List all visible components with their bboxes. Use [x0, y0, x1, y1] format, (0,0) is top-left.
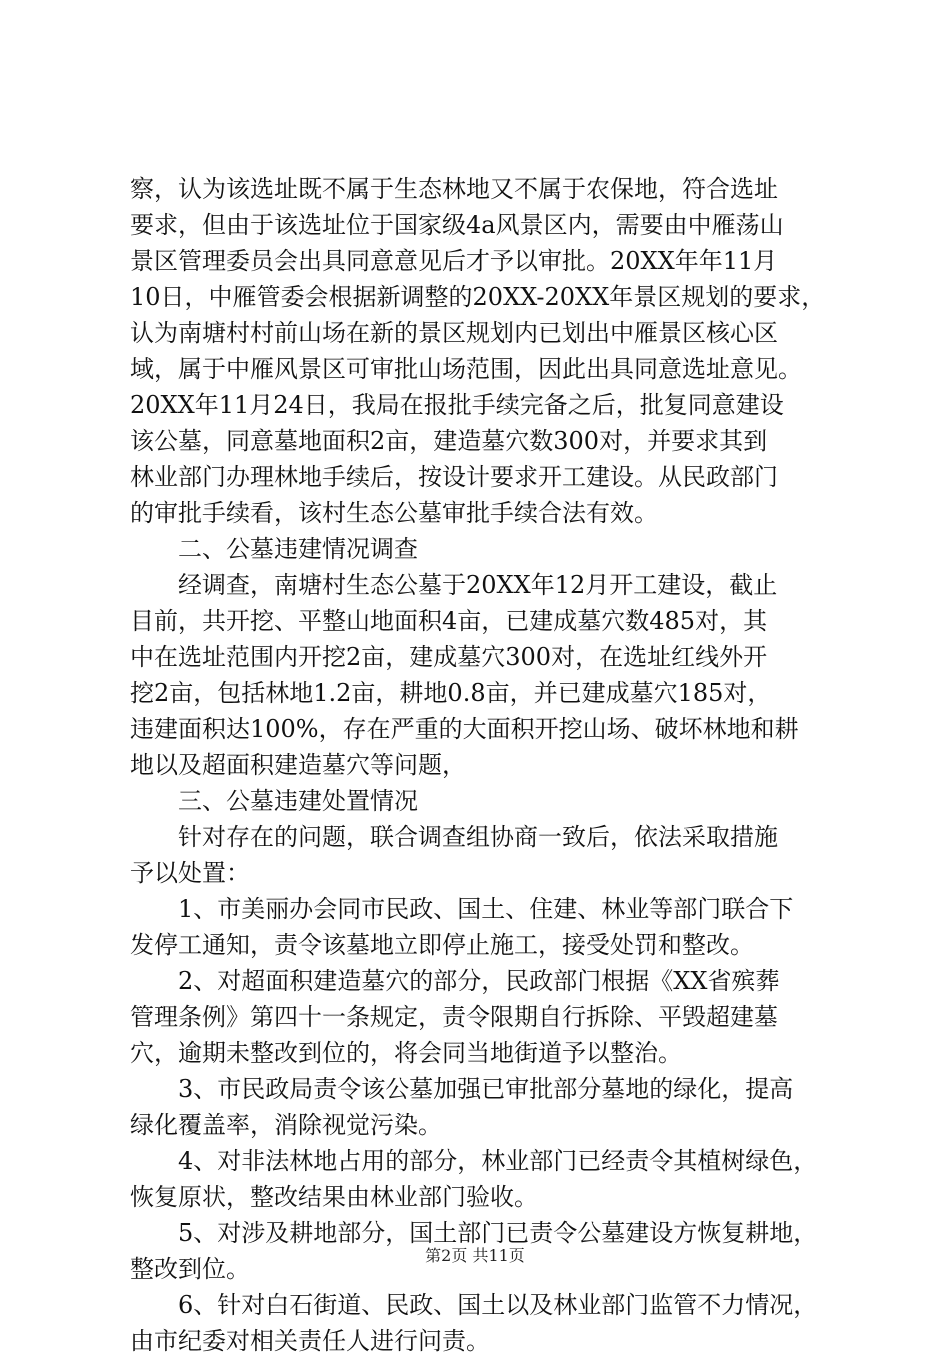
- body-line: 景区管理委员会出具同意意见后才予以审批。20XX年年11月: [130, 247, 778, 275]
- body-line: 目前，共开挖、平整山地面积4亩，已建成墓穴数485对，其: [130, 607, 768, 635]
- body-line: 该公墓，同意墓地面积2亩，建造墓穴数300对，并要求其到: [130, 427, 768, 455]
- body-line: 经调查，南塘村生态公墓于20XX年12月开工建设，截止: [178, 571, 778, 599]
- body-line: 穴，逾期未整改到位的，将会同当地街道予以整治。: [130, 1039, 682, 1067]
- list-item: 6、针对白石街道、民政、国土以及林业部门监管不力情况，: [178, 1291, 818, 1319]
- document-body: [130, 171, 830, 1359]
- body-line: 察，认为该选址既不属于生态林地又不属于农保地，符合选址: [130, 175, 778, 203]
- body-line: 发停工通知，责令该墓地立即停止施工，接受处罚和整改。: [130, 931, 754, 959]
- body-line: 林业部门办理林地手续后，按设计要求开工建设。从民政部门: [130, 463, 778, 491]
- body-line: 10日，中雁管委会根据新调整的20XX-20XX年景区规划的要求，: [130, 283, 826, 311]
- page-number-footer: 第2页 共11页: [425, 1246, 525, 1265]
- section-heading: 二、公墓违建情况调查: [178, 535, 418, 563]
- body-line: 整改到位。: [130, 1255, 250, 1283]
- body-line: 地以及超面积建造墓穴等问题，: [130, 751, 466, 779]
- body-line: 绿化覆盖率，消除视觉污染。: [130, 1111, 442, 1139]
- list-item: 1、市美丽办会同市民政、国土、住建、林业等部门联合下: [178, 895, 794, 923]
- body-line: 的审批手续看，该村生态公墓审批手续合法有效。: [130, 499, 658, 527]
- section-heading: 三、公墓违建处置情况: [178, 787, 418, 815]
- list-item: 2、对超面积建造墓穴的部分，民政部门根据《XX省殡葬: [178, 967, 780, 995]
- body-line: 中在选址范围内开挖2亩，建成墓穴300对，在选址红线外开: [130, 643, 768, 671]
- list-item: 4、对非法林地占用的部分，林业部门已经责令其植树绿色，: [178, 1147, 818, 1175]
- body-line: 域，属于中雁风景区可审批山场范围，因此出具同意选址意见。: [130, 355, 802, 383]
- list-item: 3、市民政局责令该公墓加强已审批部分墓地的绿化，提高: [178, 1075, 794, 1103]
- body-line: 违建面积达100%，存在严重的大面积开挖山场、破坏林地和耕: [130, 715, 799, 743]
- body-line: 予以处置：: [130, 859, 250, 887]
- body-line: 管理条例》第四十一条规定，责令限期自行拆除、平毁超建墓: [130, 1003, 778, 1031]
- body-line: 恢复原状，整改结果由林业部门验收。: [130, 1183, 538, 1211]
- body-line: 由市纪委对相关责任人进行问责。: [130, 1327, 490, 1355]
- body-line: 针对存在的问题，联合调查组协商一致后，依法采取措施: [178, 823, 778, 851]
- body-line: 20XX年11月24日，我局在报批手续完备之后，批复同意建设: [130, 391, 784, 419]
- body-line: 挖2亩，包括林地1.2亩，耕地0.8亩，并已建成墓穴185对，: [130, 679, 772, 707]
- body-line: 要求，但由于该选址位于国家级4a风景区内，需要由中雁荡山: [130, 211, 784, 239]
- body-line: 认为南塘村村前山场在新的景区规划内已划出中雁景区核心区: [130, 319, 778, 347]
- list-item: 5、对涉及耕地部分，国土部门已责令公墓建设方恢复耕地，: [178, 1219, 818, 1247]
